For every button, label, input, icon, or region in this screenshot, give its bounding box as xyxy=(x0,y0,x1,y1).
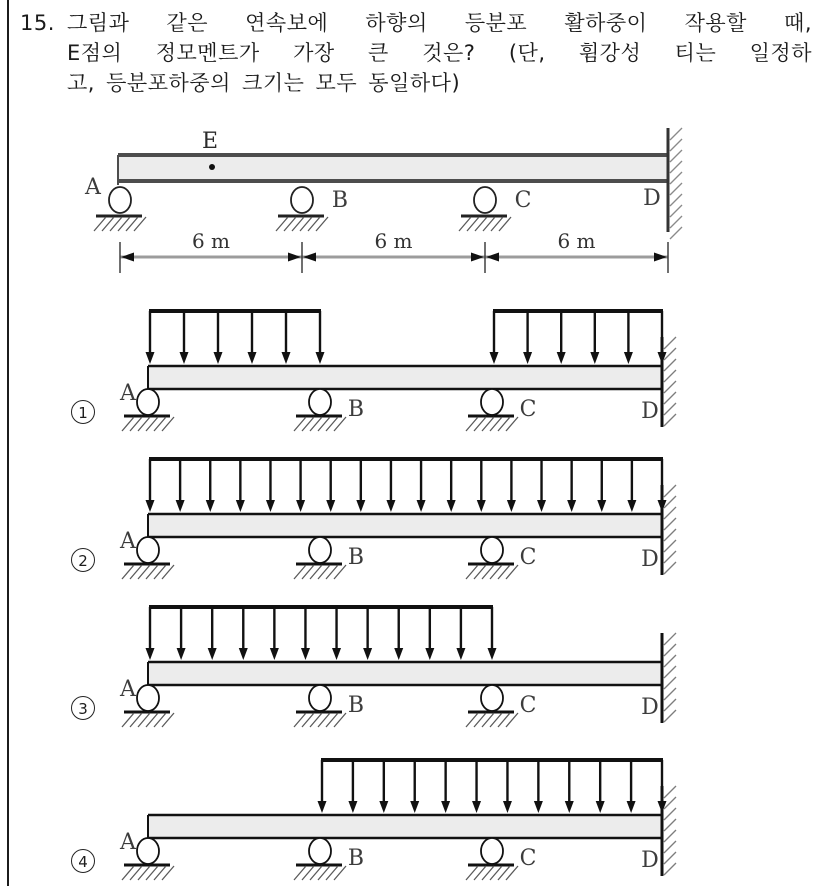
roller-support-icon xyxy=(137,838,159,864)
roller-support-icon xyxy=(481,685,503,711)
option-4-number[interactable]: 4 xyxy=(71,849,95,873)
question-line-1: 그림과 같은 연속보에 하향의 등분포 활하중이 작용할 때, xyxy=(67,11,812,35)
roller-support-icon xyxy=(481,838,503,864)
svg-text:C: C xyxy=(519,397,537,422)
roller-support-icon xyxy=(309,685,331,711)
option-3-number[interactable]: 3 xyxy=(71,696,95,720)
question-line-3: 고, 등분포하중의 크기는 모두 동일하다) xyxy=(67,71,461,95)
svg-text:D: D xyxy=(641,848,659,873)
option-2-load-AD xyxy=(146,459,667,512)
roller-support-icon xyxy=(309,389,331,415)
svg-text:C: C xyxy=(519,846,537,871)
option-2-number[interactable]: 2 xyxy=(71,548,95,572)
option-2-diagram xyxy=(119,459,676,579)
roller-support-icon xyxy=(137,389,159,415)
roller-support-icon xyxy=(137,685,159,711)
roller-support-icon xyxy=(481,389,503,415)
svg-text:A: A xyxy=(85,175,101,200)
svg-text:A: A xyxy=(120,830,136,855)
roller-support-icon xyxy=(309,537,331,563)
roller-support-icon xyxy=(309,838,331,864)
question-number: 15. xyxy=(20,11,55,35)
svg-text:6 m: 6 m xyxy=(557,229,596,253)
svg-text:B: B xyxy=(347,545,365,570)
svg-text:6 m: 6 m xyxy=(191,229,231,253)
option-1-load-CD xyxy=(490,311,667,364)
svg-text:D: D xyxy=(641,547,659,572)
dimension-row xyxy=(120,229,668,273)
svg-text:D: D xyxy=(641,695,659,720)
svg-text:C: C xyxy=(519,545,537,570)
svg-text:6 m: 6 m xyxy=(374,229,413,253)
svg-text:D: D xyxy=(643,186,661,211)
roller-support-icon xyxy=(137,537,159,563)
option-4-diagram xyxy=(119,760,676,880)
option-1-load-AB xyxy=(146,311,325,364)
roller-support-icon xyxy=(109,187,131,213)
svg-text:B: B xyxy=(347,846,365,871)
option-3-load-AC xyxy=(146,607,497,660)
svg-text:C: C xyxy=(514,188,532,213)
roller-support-icon xyxy=(291,187,313,213)
svg-text:D: D xyxy=(641,399,659,424)
svg-text:B: B xyxy=(347,397,365,422)
option-3-diagram xyxy=(119,607,676,727)
roller-support-icon xyxy=(474,187,496,213)
option-1-diagram xyxy=(119,311,676,431)
svg-text:A: A xyxy=(120,529,136,554)
svg-text:A: A xyxy=(120,677,136,702)
question-line-2: E점의 정모멘트가 가장 큰 것은? (단, 휨강성 티는 일정하 xyxy=(67,41,812,65)
svg-text:B: B xyxy=(331,188,349,213)
svg-text:E: E xyxy=(201,129,219,154)
svg-text:C: C xyxy=(519,693,537,718)
option-4-load-BD xyxy=(318,760,667,813)
svg-text:B: B xyxy=(347,693,365,718)
roller-support-icon xyxy=(481,537,503,563)
svg-text:A: A xyxy=(120,381,136,406)
option-1-number[interactable]: 1 xyxy=(71,400,95,424)
main-beam-diagram xyxy=(84,128,682,273)
